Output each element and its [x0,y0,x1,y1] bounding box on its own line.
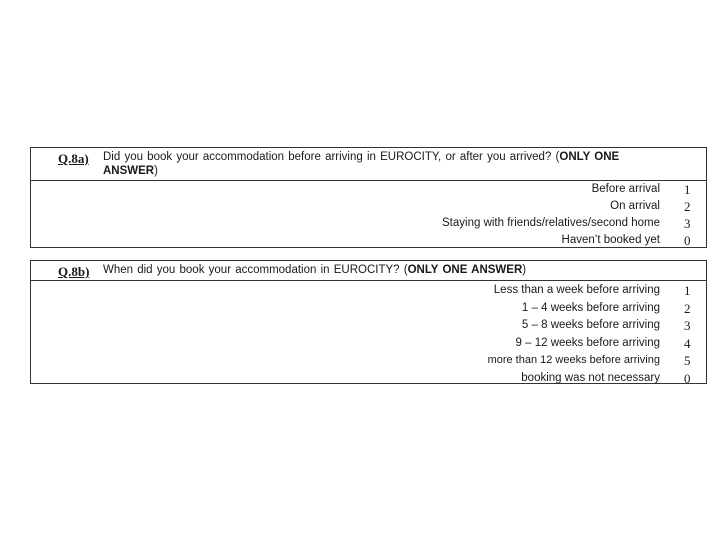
question-text-main: Did you book your accommodation before arriving in EUROCITY, or after you arrived? ( [103,151,560,163]
question-number: Q.8a) [58,151,89,166]
answer-code: 1 [684,182,691,197]
answer-label: On arrival [610,200,660,212]
answer-label: 9 – 12 weeks before arriving [515,336,660,349]
question-8b-header [31,261,706,281]
answer-code: 5 [684,353,691,368]
answer-label: Haven’t booked yet [561,234,660,246]
answer-list [31,281,706,387]
answer-option[interactable] [31,215,706,232]
answer-label: more than 12 weeks before arriving [487,354,660,366]
question-number: Q.8b) [58,264,90,279]
answer-code: 0 [684,370,691,386]
answer-code: 2 [684,300,691,316]
question-text-close: ) [154,165,158,177]
answer-label: booking was not necessary [521,371,660,384]
answer-option[interactable] [31,317,706,335]
question-8b-box [30,260,707,384]
question-8a-box [30,147,707,248]
answer-label: Less than a week before arriving [493,284,660,296]
answer-option[interactable] [31,198,706,215]
answer-option[interactable] [31,232,706,249]
answer-code: 3 [684,318,691,333]
question-text-close: ) [522,264,527,276]
answer-label: Before arrival [591,183,660,195]
answer-code: 4 [684,335,691,351]
answer-code: 0 [684,233,691,248]
answer-code: 2 [684,199,691,214]
answer-label: Staying with friends/relatives/second home [442,217,660,229]
question-8a-header [31,148,706,181]
answer-option[interactable] [31,282,706,300]
answer-label: 1 – 4 weeks before arriving [521,301,660,314]
question-text [103,150,666,178]
answer-label: 5 – 8 weeks before arriving [521,319,660,331]
answer-option[interactable] [31,352,706,370]
answer-option[interactable] [31,335,706,353]
question-instruction: ONLY ONE ANSWER [103,151,620,177]
answer-list [31,181,706,249]
question-text-main: When did you book your accommodation in EUROCITY? ( [103,264,408,276]
answer-code: 3 [684,216,691,231]
answer-option[interactable] [31,370,706,388]
answer-option[interactable] [31,300,706,318]
question-text [103,263,666,277]
answer-option[interactable] [31,181,706,198]
answer-code: 1 [684,283,691,298]
question-instruction: ONLY ONE ANSWER [407,264,523,276]
